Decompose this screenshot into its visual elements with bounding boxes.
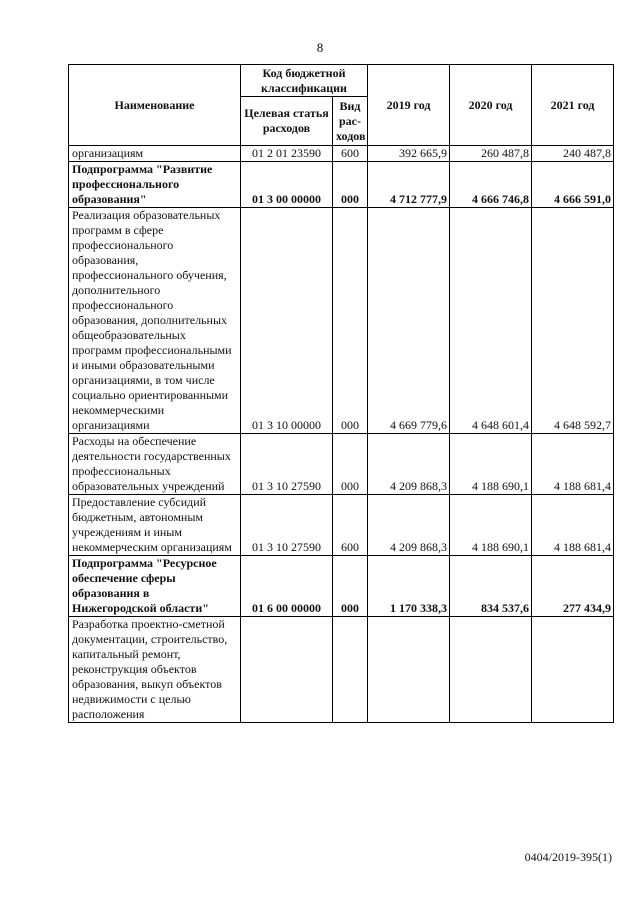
table-row <box>69 495 614 556</box>
table-row <box>69 556 614 617</box>
row-value-2019: 4 209 868,3 <box>368 495 450 556</box>
header-target-article: Целевая статья расходов <box>241 97 333 146</box>
row-expense-kind: 000 <box>333 556 368 617</box>
row-value-2020: 4 666 746,8 <box>450 162 532 208</box>
row-name: Реализация образовательных программ в сфере профессионального образования, профессионального обучения, дополнительного профессионального образования, дополнительных общеобразовательных программ профессиональными и иными образовательными организациями, в том числе социально ориентированными некоммерческими организациями <box>69 208 241 434</box>
row-name: Подпрограмма "Ресурсное обеспечение сферы образования в Нижегородской области" <box>69 556 241 617</box>
budget-table <box>68 64 614 723</box>
table-row <box>69 617 614 723</box>
row-expense-kind: 600 <box>333 146 368 162</box>
table-row <box>69 434 614 495</box>
row-value-2019: 1 170 338,3 <box>368 556 450 617</box>
row-name: Подпрограмма "Развитие профессионального образования" <box>69 162 241 208</box>
row-expense-kind: 600 <box>333 495 368 556</box>
row-value-2020 <box>450 617 532 723</box>
row-value-2019: 4 712 777,9 <box>368 162 450 208</box>
header-name: Наименование <box>69 65 241 146</box>
row-expense-kind: 000 <box>333 434 368 495</box>
row-target-code: 01 3 00 00000 <box>241 162 333 208</box>
header-2019: 2019 год <box>368 65 450 146</box>
row-value-2019: 392 665,9 <box>368 146 450 162</box>
row-value-2019: 4 669 779,6 <box>368 208 450 434</box>
row-name: Предоставление субсидий бюджетным, автономным учреждениям и иным некоммерческим организациям <box>69 495 241 556</box>
row-value-2021: 4 188 681,4 <box>532 495 614 556</box>
table-row <box>69 208 614 434</box>
row-expense-kind <box>333 617 368 723</box>
row-value-2020: 4 648 601,4 <box>450 208 532 434</box>
header-code-group: Код бюджетной классификации <box>241 65 368 97</box>
row-expense-kind: 000 <box>333 208 368 434</box>
row-value-2021: 277 434,9 <box>532 556 614 617</box>
table-row <box>69 146 614 162</box>
row-target-code: 01 2 01 23590 <box>241 146 333 162</box>
row-value-2021 <box>532 617 614 723</box>
row-value-2020: 4 188 690,1 <box>450 495 532 556</box>
row-value-2020: 834 537,6 <box>450 556 532 617</box>
table-body <box>69 146 614 723</box>
row-target-code <box>241 617 333 723</box>
row-value-2021: 4 666 591,0 <box>532 162 614 208</box>
row-value-2020: 260 487,8 <box>450 146 532 162</box>
row-value-2021: 4 648 592,7 <box>532 208 614 434</box>
page-number: 8 <box>316 40 324 55</box>
row-target-code: 01 3 10 00000 <box>241 208 333 434</box>
row-expense-kind: 000 <box>333 162 368 208</box>
row-target-code: 01 6 00 00000 <box>241 556 333 617</box>
table-row <box>69 162 614 208</box>
row-name: организациям <box>69 146 241 162</box>
row-name: Расходы на обеспечение деятельности государственных профессиональных образовательных учреждений <box>69 434 241 495</box>
header-expense-kind: Вид рас-ходов <box>333 97 368 146</box>
row-value-2021: 240 487,8 <box>532 146 614 162</box>
row-value-2021: 4 188 681,4 <box>532 434 614 495</box>
table-header <box>69 65 614 146</box>
row-value-2019: 4 209 868,3 <box>368 434 450 495</box>
row-name: Разработка проектно-сметной документации, строительство, капитальный ремонт, реконструкция объектов образования, выкуп объектов недвижимости с целью расположения <box>69 617 241 723</box>
row-target-code: 01 3 10 27590 <box>241 434 333 495</box>
row-value-2020: 4 188 690,1 <box>450 434 532 495</box>
header-2021: 2021 год <box>532 65 614 146</box>
row-target-code: 01 3 10 27590 <box>241 495 333 556</box>
header-2020: 2020 год <box>450 65 532 146</box>
document-code: 0404/2019-395(1) <box>524 850 612 864</box>
row-value-2019 <box>368 617 450 723</box>
